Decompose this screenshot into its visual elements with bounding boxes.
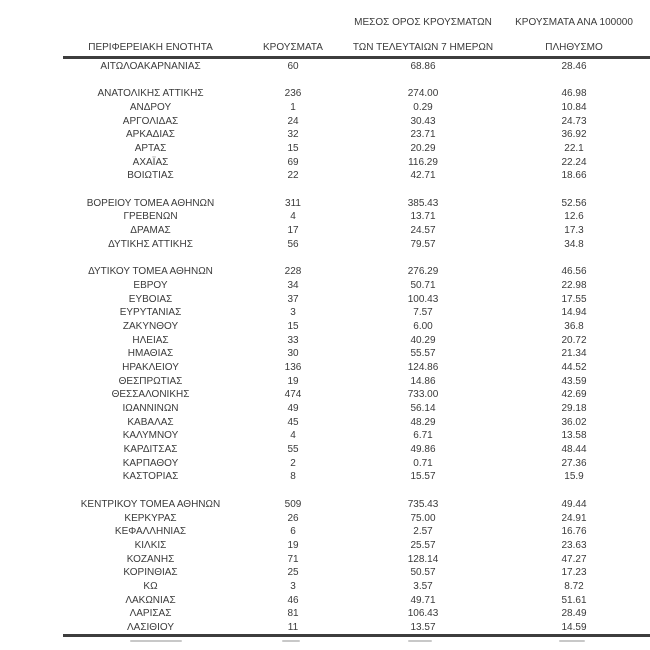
- table-row: [63, 128, 650, 142]
- cases-cell: 19: [287, 539, 299, 551]
- avg-7day-cell: 15.57: [410, 471, 436, 483]
- table-row: [63, 621, 650, 635]
- group-spacer: [63, 484, 650, 498]
- group-spacer: [63, 73, 650, 87]
- header-avg-7day: [348, 4, 498, 56]
- per-100k-cell: 17.55: [561, 293, 587, 305]
- header-per-100k-line1: ΚΡΟΥΣΜΑΤΑ ΑΝΑ 100000: [515, 16, 633, 28]
- avg-7day-cell: 14.86: [410, 375, 436, 387]
- avg-7day-cell: 735.43: [407, 498, 439, 510]
- region-cell: ΗΡΑΚΛΕΙΟΥ: [122, 361, 179, 373]
- cases-cell: 34: [287, 279, 299, 291]
- region-cell: ΗΛΕΙΑΣ: [132, 334, 169, 346]
- avg-7day-cell: 733.00: [407, 389, 439, 401]
- cases-cell: 11: [287, 622, 299, 634]
- table-body: [63, 59, 650, 635]
- table-row: [63, 388, 650, 402]
- table-row: [63, 402, 650, 416]
- region-cell: ΚΑΣΤΟΡΙΑΣ: [122, 471, 179, 483]
- region-cell: ΒΟΡΕΙΟΥ ΤΟΜΕΑ ΑΘΗΝΩΝ: [86, 197, 215, 209]
- table-header-row: [63, 4, 650, 56]
- region-cell: ΚΟΡΙΝΘΙΑΣ: [123, 567, 178, 579]
- bottom-rule: [63, 634, 650, 637]
- region-cell: ΘΕΣΣΑΛΟΝΙΚΗΣ: [111, 389, 190, 401]
- cases-cell: 3: [290, 307, 296, 319]
- table-row: [63, 580, 650, 594]
- region-cell: ΚΟΖΑΝΗΣ: [126, 553, 175, 565]
- region-cell: ΙΩΑΝΝΙΝΩΝ: [122, 403, 179, 415]
- per-100k-cell: 24.73: [561, 115, 587, 127]
- region-cell: ΚΙΛΚΙΣ: [134, 539, 167, 551]
- cases-cell: 474: [284, 389, 302, 401]
- avg-7day-cell: 128.14: [407, 553, 439, 565]
- table-row: [63, 292, 650, 306]
- per-100k-cell: 49.44: [561, 498, 587, 510]
- region-cell: ΑΡΓΟΛΙΔΑΣ: [122, 115, 179, 127]
- avg-7day-cell: 274.00: [407, 88, 439, 100]
- cases-cell: 17: [287, 225, 299, 237]
- avg-7day-cell: 385.43: [407, 197, 439, 209]
- region-cell: ΑΡΤΑΣ: [134, 142, 167, 154]
- cases-cell: 15: [287, 142, 299, 154]
- table-row: [63, 607, 650, 621]
- avg-7day-cell: 20.29: [410, 142, 436, 154]
- header-avg-7day-line2: ΤΩΝ ΤΕΛΕΥΤΑΙΩΝ 7 ΗΜΕΡΩΝ: [352, 41, 494, 53]
- table-row: [63, 224, 650, 238]
- per-100k-cell: 21.34: [561, 348, 587, 360]
- cases-cell: 4: [290, 430, 296, 442]
- header-regional-unit: [63, 29, 238, 56]
- per-100k-cell: 46.98: [561, 88, 587, 100]
- per-100k-cell: 17.3: [564, 225, 584, 237]
- per-100k-cell: 36.8: [564, 320, 584, 332]
- header-cases-label: ΚΡΟΥΣΜΑΤΑ: [263, 41, 323, 53]
- per-100k-cell: 28.49: [561, 608, 587, 620]
- avg-7day-cell: 42.71: [410, 170, 436, 182]
- group-spacer: [63, 251, 650, 265]
- avg-7day-cell: 79.57: [410, 238, 436, 250]
- header-cases: [238, 29, 348, 56]
- cases-cell: 56: [287, 238, 299, 250]
- region-cell: ΒΟΙΩΤΙΑΣ: [127, 170, 174, 182]
- avg-7day-cell: 50.57: [410, 567, 436, 579]
- per-100k-cell: 44.52: [561, 361, 587, 373]
- per-100k-cell: 43.59: [561, 375, 587, 387]
- table-row: [63, 210, 650, 224]
- table-row: [63, 306, 650, 320]
- per-100k-cell: 28.46: [561, 60, 587, 72]
- avg-7day-cell: 2.57: [413, 526, 433, 538]
- avg-7day-cell: 23.71: [410, 129, 436, 141]
- per-100k-cell: 23.63: [561, 539, 587, 551]
- table-row: [63, 320, 650, 334]
- avg-7day-cell: 25.57: [410, 539, 436, 551]
- region-cell: ΔΡΑΜΑΣ: [130, 225, 171, 237]
- region-cell: ΑΝΑΤΟΛΙΚΗΣ ΑΤΤΙΚΗΣ: [97, 88, 204, 100]
- table-row: [63, 142, 650, 156]
- cases-cell: 37: [287, 293, 299, 305]
- cases-cell: 24: [287, 115, 299, 127]
- cases-cell: 32: [287, 129, 299, 141]
- per-100k-cell: 14.59: [561, 622, 587, 634]
- cases-cell: 228: [284, 266, 302, 278]
- per-100k-cell: 52.56: [561, 197, 587, 209]
- per-100k-cell: 22.1: [564, 142, 584, 154]
- avg-7day-cell: 3.57: [413, 580, 433, 592]
- remnant-mark: [130, 640, 182, 643]
- cases-cell: 1: [290, 101, 296, 113]
- cases-cell: 81: [287, 608, 299, 620]
- region-cell: ΔΥΤΙΚΗΣ ΑΤΤΙΚΗΣ: [108, 238, 193, 250]
- per-100k-cell: 8.72: [564, 580, 584, 592]
- cases-cell: 509: [284, 498, 302, 510]
- remnant-mark: [408, 640, 432, 643]
- table-row: [63, 470, 650, 484]
- cases-cell: 8: [290, 471, 296, 483]
- region-cell: ΓΡΕΒΕΝΩΝ: [123, 211, 178, 223]
- cases-cell: 3: [290, 580, 296, 592]
- cases-cell: 236: [284, 88, 302, 100]
- per-100k-cell: 29.18: [561, 403, 587, 415]
- table-row: [63, 237, 650, 251]
- table-row: [63, 196, 650, 210]
- avg-7day-cell: 276.29: [407, 266, 439, 278]
- region-cell: ΚΑΡΠΑΘΟΥ: [122, 457, 179, 469]
- per-100k-cell: 17.23: [561, 567, 587, 579]
- avg-7day-cell: 124.86: [407, 361, 439, 373]
- per-100k-cell: 36.92: [561, 129, 587, 141]
- region-cell: ΕΥΡΥΤΑΝΙΑΣ: [119, 307, 182, 319]
- per-100k-cell: 10.84: [561, 101, 587, 113]
- avg-7day-cell: 100.43: [407, 293, 439, 305]
- per-100k-cell: 22.24: [561, 156, 587, 168]
- table-row: [63, 347, 650, 361]
- region-cell: ΛΑΚΩΝΙΑΣ: [125, 594, 176, 606]
- cases-cell: 55: [287, 444, 299, 456]
- cases-cell: 46: [287, 594, 299, 606]
- cases-cell: 60: [287, 60, 299, 72]
- table-row: [63, 443, 650, 457]
- table-row: [63, 265, 650, 279]
- table-row: [63, 155, 650, 169]
- per-100k-cell: 24.91: [561, 512, 587, 524]
- avg-7day-cell: 56.14: [410, 403, 436, 415]
- table-row: [63, 511, 650, 525]
- region-cell: ΕΥΒΟΙΑΣ: [128, 293, 173, 305]
- avg-7day-cell: 24.57: [410, 225, 436, 237]
- group-spacer: [63, 183, 650, 197]
- table-row: [63, 593, 650, 607]
- region-cell: ΘΕΣΠΡΩΤΙΑΣ: [118, 375, 183, 387]
- per-100k-cell: 22.98: [561, 279, 587, 291]
- avg-7day-cell: 40.29: [410, 334, 436, 346]
- region-cell: ΚΑΡΔΙΤΣΑΣ: [123, 444, 178, 456]
- region-cell: ΑΧΑΪΑΣ: [132, 156, 169, 168]
- avg-7day-cell: 75.00: [410, 512, 436, 524]
- region-cell: ΚΕΝΤΡΙΚΟΥ ΤΟΜΕΑ ΑΘΗΝΩΝ: [80, 498, 221, 510]
- per-100k-cell: 51.61: [561, 594, 587, 606]
- cases-cell: 19: [287, 375, 299, 387]
- table-row: [63, 60, 650, 74]
- cases-cell: 26: [287, 512, 299, 524]
- per-100k-cell: 16.76: [561, 526, 587, 538]
- per-100k-cell: 18.66: [561, 170, 587, 182]
- table-row: [63, 539, 650, 553]
- table-row: [63, 456, 650, 470]
- header-regional-unit-label: ΠΕΡΙΦΕΡΕΙΑΚΗ ΕΝΟΤΗΤΑ: [88, 41, 213, 53]
- per-100k-cell: 42.69: [561, 389, 587, 401]
- avg-7day-cell: 50.71: [410, 279, 436, 291]
- per-100k-cell: 20.72: [561, 334, 587, 346]
- per-100k-cell: 27.36: [561, 457, 587, 469]
- avg-7day-cell: 106.43: [407, 608, 439, 620]
- per-100k-cell: 36.02: [561, 416, 587, 428]
- cases-cell: 30: [287, 348, 299, 360]
- per-100k-cell: 15.9: [564, 471, 584, 483]
- cases-cell: 136: [284, 361, 302, 373]
- per-100k-cell: 46.56: [561, 266, 587, 278]
- region-cell: ΛΑΣΙΘΙΟΥ: [127, 622, 174, 634]
- table-row: [63, 374, 650, 388]
- cases-cell: 33: [287, 334, 299, 346]
- cropped-next-row-remnant: [63, 639, 650, 647]
- region-cell: ΚΩ: [143, 580, 158, 592]
- avg-7day-cell: 49.86: [410, 444, 436, 456]
- avg-7day-cell: 49.71: [410, 594, 436, 606]
- region-cell: ΚΕΡΚΥΡΑΣ: [124, 512, 177, 524]
- table-row: [63, 525, 650, 539]
- avg-7day-cell: 6.00: [413, 320, 433, 332]
- per-100k-cell: 34.8: [564, 238, 584, 250]
- table-row: [63, 566, 650, 580]
- region-cell: ΗΜΑΘΙΑΣ: [127, 348, 174, 360]
- avg-7day-cell: 55.57: [410, 348, 436, 360]
- table-row: [63, 552, 650, 566]
- region-cell: ΔΥΤΙΚΟΥ ΤΟΜΕΑ ΑΘΗΝΩΝ: [88, 266, 213, 278]
- region-cell: ΚΑΒΑΛΑΣ: [127, 416, 174, 428]
- table-row: [63, 415, 650, 429]
- per-100k-cell: 14.94: [561, 307, 587, 319]
- cases-cell: 49: [287, 403, 299, 415]
- table-row: [63, 101, 650, 115]
- table-row: [63, 498, 650, 512]
- cases-cell: 6: [290, 526, 296, 538]
- cases-cell: 69: [287, 156, 299, 168]
- region-cell: ΕΒΡΟΥ: [133, 279, 168, 291]
- remnant-mark: [282, 640, 300, 643]
- cases-cell: 2: [290, 457, 296, 469]
- avg-7day-cell: 13.57: [410, 622, 436, 634]
- covid-cases-table: [63, 4, 650, 647]
- avg-7day-cell: 7.57: [413, 307, 433, 319]
- per-100k-cell: 12.6: [564, 211, 584, 223]
- cases-cell: 15: [287, 320, 299, 332]
- region-cell: ΛΑΡΙΣΑΣ: [129, 608, 172, 620]
- header-per-100k-line2: ΠΛΗΘΥΣΜΟ: [545, 41, 603, 53]
- remnant-mark: [559, 640, 585, 643]
- per-100k-cell: 13.58: [561, 430, 587, 442]
- avg-7day-cell: 48.29: [410, 416, 436, 428]
- header-avg-7day-line1: ΜΕΣΟΣ ΟΡΟΣ ΚΡΟΥΣΜΑΤΩΝ: [354, 16, 492, 28]
- table-row: [63, 114, 650, 128]
- region-cell: ΑΝΔΡΟΥ: [129, 101, 172, 113]
- region-cell: ΖΑΚΥΝΘΟΥ: [122, 320, 179, 332]
- table-row: [63, 169, 650, 183]
- region-cell: ΚΑΛΥΜΝΟΥ: [122, 430, 179, 442]
- region-cell: ΑΙΤΩΛΟΑΚΑΡΝΑΝΙΑΣ: [100, 60, 201, 72]
- avg-7day-cell: 68.86: [410, 60, 436, 72]
- cases-cell: 22: [287, 170, 299, 182]
- avg-7day-cell: 30.43: [410, 115, 436, 127]
- avg-7day-cell: 6.71: [413, 430, 433, 442]
- table-row: [63, 279, 650, 293]
- per-100k-cell: 47.27: [561, 553, 587, 565]
- table-row: [63, 361, 650, 375]
- cases-cell: 4: [290, 211, 296, 223]
- cases-cell: 311: [285, 197, 301, 209]
- cases-cell: 25: [287, 567, 299, 579]
- cases-cell: 45: [287, 416, 299, 428]
- avg-7day-cell: 13.71: [410, 211, 436, 223]
- avg-7day-cell: 0.29: [413, 101, 433, 113]
- table-row: [63, 429, 650, 443]
- cases-cell: 71: [287, 553, 299, 565]
- avg-7day-cell: 116.29: [408, 156, 438, 168]
- table-row: [63, 87, 650, 101]
- header-per-100k: [498, 4, 650, 56]
- per-100k-cell: 48.44: [561, 444, 587, 456]
- region-cell: ΚΕΦΑΛΛΗΝΙΑΣ: [114, 526, 187, 538]
- avg-7day-cell: 0.71: [413, 457, 433, 469]
- table-row: [63, 333, 650, 347]
- region-cell: ΑΡΚΑΔΙΑΣ: [126, 129, 175, 141]
